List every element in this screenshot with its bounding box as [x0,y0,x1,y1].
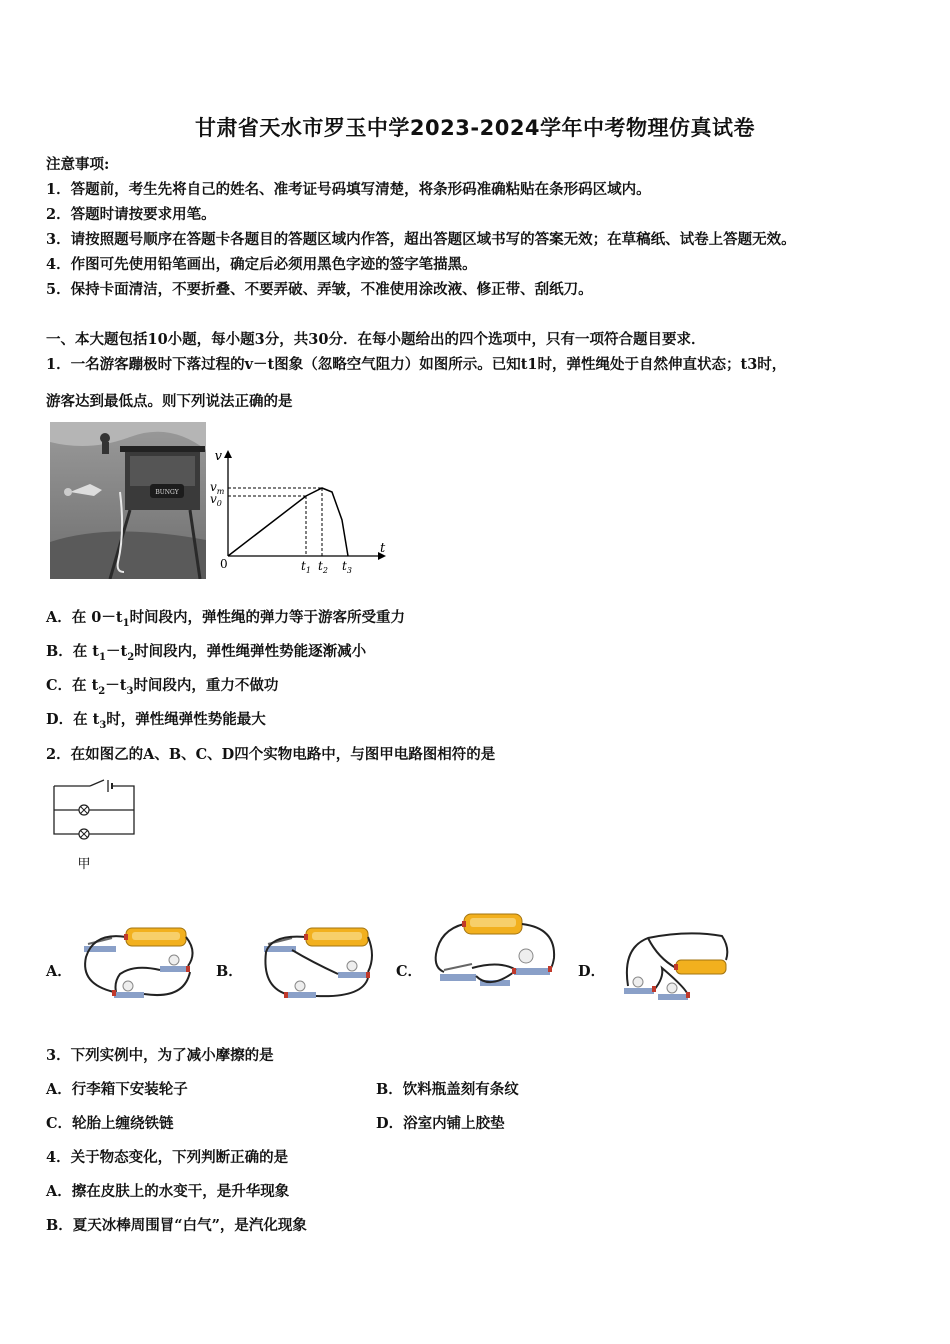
q1-option-b[interactable]: B．在 $t_1-t_2$时间段内，弹性绳弹性势能逐渐减小 [46,643,367,663]
q1-option-a[interactable]: A．在 $0-t_1$时间段内，弹性绳的弹力等于游客所受重力 [46,609,406,629]
q4-option-b[interactable]: B．夏天冰棒周围冒“白气”，是汽化现象 [46,1217,307,1234]
bungy-sign: BUNGY [155,489,179,496]
q4-stem: 4．关于物态变化，下列判断正确的是 [46,1149,289,1166]
t2-label: $t_2$ [318,559,328,575]
q4-option-a[interactable]: A．擦在皮肤上的水变干，是升华现象 [46,1183,290,1200]
vt-graph [210,448,390,578]
notice-heading: 注意事项: [46,156,110,173]
q1-stem-line2: 游客达到最低点。则下列说法正确的是 [46,393,293,410]
t1-label: $t_1$ [301,559,311,575]
q1-option-d[interactable]: D．在 $t_3$时，弹性绳弹性势能最大 [46,711,266,731]
q1-stem-line1: 1．一名游客蹦极时下落过程的v－t图象（忽略空气阻力）如图所示。已知t1时，弹性绳处于自然伸直状态；t3时， [46,356,787,373]
notice-item-1: 1．答题前，考生先将自己的姓名、准考证号码填写清楚，将条形码准确粘贴在条形码区域内。 [46,181,651,198]
q2-option-b-label[interactable]: B． [216,963,243,980]
circuit-a[interactable] [74,922,198,1004]
t3-label: $t_3$ [342,559,352,575]
notice-item-5: 5．保持卡面清洁，不要折叠、不要弄破、弄皱，不准使用涂改液、修正带、刮纸刀。 [46,281,593,298]
vt-curve [228,488,348,556]
diagram-label-jia: 甲 [77,857,91,872]
q2-option-a-label[interactable]: A． [46,963,72,980]
circuit-d[interactable] [618,928,730,1004]
q3-option-c[interactable]: C．轮胎上缠绕铁链 [46,1115,174,1132]
q2-option-c-label[interactable]: C． [396,963,423,980]
origin-label: 0 [220,557,228,571]
bungee-photo [50,422,206,579]
circuit-b[interactable] [252,922,376,1004]
q3-stem: 3．下列实例中，为了减小摩擦的是 [46,1047,274,1064]
v0-label: $v_0$ [210,492,222,508]
notice-item-4: 4．作图可先使用铅笔画出，确定后必须用黑色字迹的签字笔描黑。 [46,256,477,273]
y-axis-arrow [224,450,232,458]
circuit-c[interactable] [430,908,560,996]
x-axis-label: t [380,541,386,556]
section-heading: 一、本大题包括10小题，每小题3分，共30分．在每小题给出的四个选项中，只有一项符合题目要求． [46,331,706,348]
notice-item-3: 3．请按照题号顺序在答题卡各题目的答题区域内作答，超出答题区域书写的答案无效；在草稿纸、试卷上答题无效。 [46,231,796,248]
q2-option-d-label[interactable]: D． [578,963,606,980]
q3-option-d[interactable]: D．浴室内铺上胶垫 [376,1115,505,1132]
q3-option-b[interactable]: B．饮料瓶盖刻有条纹 [376,1081,519,1098]
q3-option-a[interactable]: A．行李箱下安装轮子 [46,1081,188,1098]
switch-symbol [90,780,104,786]
notice-item-2: 2．答题时请按要求用笔。 [46,206,216,223]
q1-option-c[interactable]: C．在 $t_2-t_3$时间段内，重力不做功 [46,677,279,697]
circuit-diagram-jia [50,776,140,876]
page-title: 甘肃省天水市罗玉中学2023-2024学年中考物理仿真试卷 [194,116,756,140]
q2-stem: 2．在如图乙的A、B、C、D四个实物电路中，与图甲电路图相符的是 [46,746,496,763]
vm-label: $v_m$ [210,480,225,496]
y-axis-label: v [214,449,222,464]
